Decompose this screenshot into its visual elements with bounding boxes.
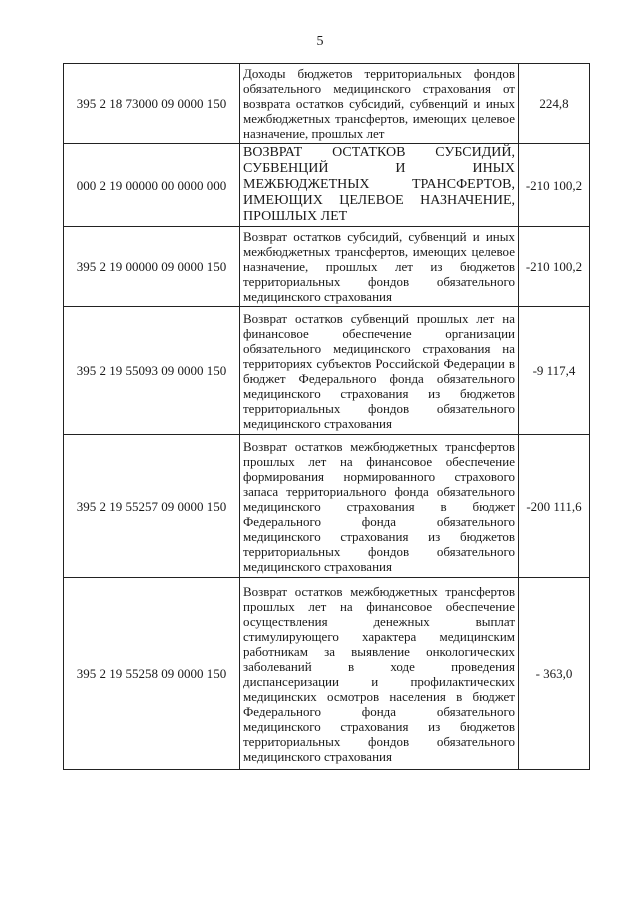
income-name: Доходы бюджетов территориальных фондов обязательного медицинского страхования от возврата остатков субсидий, субвенций и иных межбюджетных трансфертов, имеющих целевое назначение, прошлых лет [240,64,519,144]
income-name: ВОЗВРАТ ОСТАТКОВ СУБСИДИЙ, СУБВЕНЦИЙ И ИНЫХ МЕЖБЮДЖЕТНЫХ ТРАНСФЕРТОВ, ИМЕЮЩИХ ЦЕЛЕВОЕ НАЗНАЧЕНИЕ, ПРОШЛЫХ ЛЕТ [240,144,519,227]
amount: -210 100,2 [519,144,590,227]
budget-code: 395 2 18 73000 09 0000 150 [64,64,240,144]
table-row [64,435,590,578]
amount: - 363,0 [519,578,590,770]
income-name: Возврат остатков межбюджетных трансфертов прошлых лет на финансовое обеспечение формирования нормированного страхового запаса территориального фонда обязательного медицинского страхования в бюджет Федерального фонда обязательного медицинского страхования из бюджетов территориальных фондов обязательного медицинского страхования [240,435,519,578]
amount: 224,8 [519,64,590,144]
budget-table [63,63,590,770]
budget-code: 395 2 19 55093 09 0000 150 [64,307,240,435]
budget-code: 395 2 19 55258 09 0000 150 [64,578,240,770]
table-row [64,578,590,770]
table-row [64,227,590,307]
budget-code: 000 2 19 00000 00 0000 000 [64,144,240,227]
amount: -9 117,4 [519,307,590,435]
table-row [64,307,590,435]
page-number: 5 [316,34,324,49]
budget-code: 395 2 19 55257 09 0000 150 [64,435,240,578]
income-name: Возврат остатков субвенций прошлых лет на финансовое обеспечение организации обязательного медицинского страхования на территориях субъектов Российской Федерации в бюджет Федерального фонда обязательного медицинского страхования из бюджетов территориальных фондов обязательного медицинского страхования [240,307,519,435]
amount: -200 111,6 [519,435,590,578]
income-name: Возврат остатков субсидий, субвенций и иных межбюджетных трансфертов, имеющих целевое назначение, прошлых лет из бюджетов территориальных фондов обязательного медицинского страхования [240,227,519,307]
budget-code: 395 2 19 00000 09 0000 150 [64,227,240,307]
table-row [64,64,590,144]
amount: -210 100,2 [519,227,590,307]
income-name: Возврат остатков межбюджетных трансфертов прошлых лет на финансовое обеспечение осуществления денежных выплат стимулирующего характера медицинским работникам за выявление онкологических заболеваний в ходе проведения диспансеризации и профилактических медицинских осмотров населения в бюджет Федерального фонда обязательного медицинского страхования из бюджетов территориальных фондов обязательного медицинского страхования [240,578,519,770]
table-row [64,144,590,227]
